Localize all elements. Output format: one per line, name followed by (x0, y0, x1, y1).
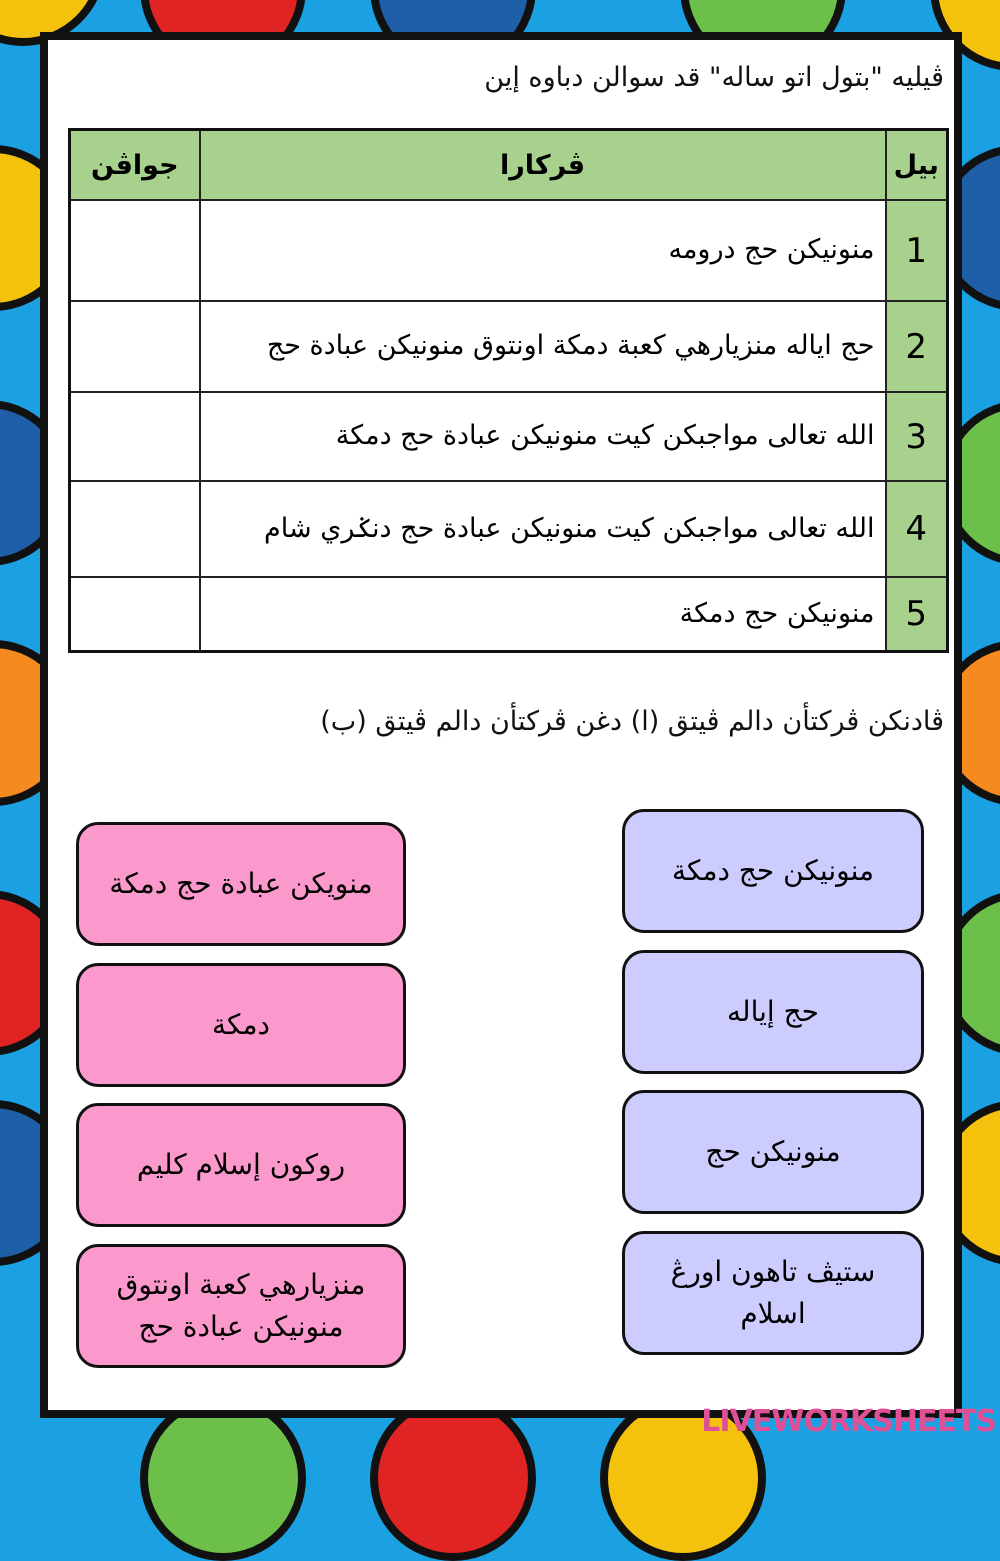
table-row (70, 200, 948, 301)
row-number: 5 (886, 577, 948, 651)
header-answer: جواڤن (70, 130, 200, 201)
match-card-b-3[interactable]: روكون إسلام كليم (76, 1103, 406, 1227)
row-statement: منونيكن حج درومه (200, 200, 886, 301)
match-card-a-1[interactable]: منونيكن حج دمكة (622, 809, 924, 933)
row-number: 3 (886, 392, 948, 481)
match-card-b-4[interactable]: منزيارهي كعبة اونتوق منونيكن عبادة حج (76, 1244, 406, 1368)
row-number: 2 (886, 301, 948, 392)
table-header-row (70, 130, 948, 201)
match-card-a-2[interactable]: حج إياله (622, 950, 924, 1074)
matching-instruction: ڤادنكن ڤركتأن دالم ڤيتق (ا) دغن ڤركتأن دالم ڤيتق (ب) (320, 706, 944, 737)
row-statement: الله تعالى مواجبكن كيت منونيكن عبادة حج دنݢري شام (200, 481, 886, 577)
match-card-b-1[interactable]: منويكن عبادة حج دمكة (76, 822, 406, 946)
liveworksheets-logo: LIVEWORKSHEETS (701, 1404, 996, 1439)
match-card-b-2[interactable]: دمكة (76, 963, 406, 1087)
row-number: 1 (886, 200, 948, 301)
answer-field[interactable] (70, 392, 200, 481)
worksheet-page (40, 32, 962, 1418)
match-card-a-4[interactable]: ستيڤ تاهون اورڠ اسلام (622, 1231, 924, 1355)
decor-circle (140, 1395, 306, 1561)
answer-field[interactable] (70, 301, 200, 392)
header-statement: ڤركارا (200, 130, 886, 201)
table-row (70, 301, 948, 392)
answer-field[interactable] (70, 481, 200, 577)
answer-field[interactable] (70, 577, 200, 651)
decor-circle (370, 1395, 536, 1561)
table-row (70, 577, 948, 651)
true-false-instruction: ڤيليه "بتول اتو ساله" قد سوالن دباوه إين (484, 62, 944, 93)
row-statement: الله تعالى مواجبكن كيت منونيكن عبادة حج دمكة (200, 392, 886, 481)
table-row (70, 481, 948, 577)
answer-field[interactable] (70, 200, 200, 301)
true-false-table (68, 128, 949, 653)
row-number: 4 (886, 481, 948, 577)
header-number: بيل (886, 130, 948, 201)
row-statement: منونيكن حج دمكة (200, 577, 886, 651)
row-statement: حج اياله منزيارهي كعبة دمكة اونتوق منونيكن عبادة حج (200, 301, 886, 392)
match-card-a-3[interactable]: منونيكن حج (622, 1090, 924, 1214)
table-row (70, 392, 948, 481)
